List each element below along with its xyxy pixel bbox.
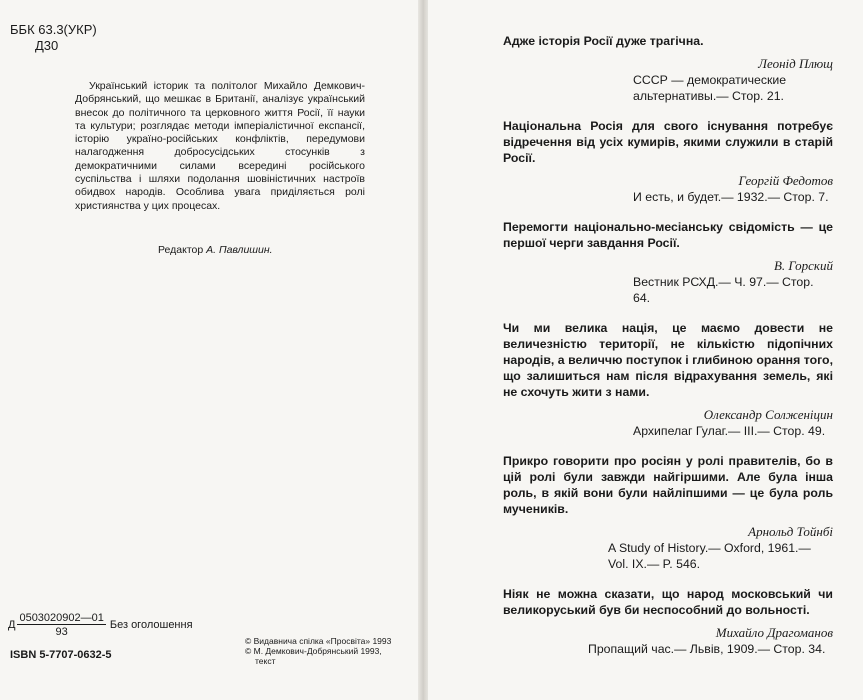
epigraph-source: Пропащий час.— Львів, 1909.— Стор. 34. xyxy=(588,642,826,656)
epigraph-author: В. Горский xyxy=(773,258,833,273)
copyright-author: © М. Демкович-Добрянський 1993, xyxy=(245,646,382,656)
copyright-text-note: текст xyxy=(255,656,276,666)
index-fraction xyxy=(17,612,105,638)
epigraph xyxy=(503,453,833,572)
epigraph xyxy=(503,118,833,205)
index-denominator: 93 xyxy=(55,626,68,638)
epigraph-author: Арнольд Тойнбі xyxy=(748,524,833,539)
editor-credit xyxy=(158,244,273,256)
editor-name: А. Павлишин. xyxy=(206,244,273,256)
epigraph-quote: Адже історія Росії дуже трагічна. xyxy=(503,34,704,48)
copyright-block xyxy=(245,636,391,666)
epigraph-quote: Національна Росія для свого існування потребує відречення від усіх кумирів, якими служили в старій Росії. xyxy=(503,119,833,165)
epigraph xyxy=(503,219,833,306)
epigraphs xyxy=(503,33,833,671)
epigraph-source: Вестник РСХД.— Ч. 97.— Стор. 64. xyxy=(633,275,814,305)
epigraph xyxy=(503,320,833,439)
epigraph-author: Георгій Федотов xyxy=(738,173,833,188)
epigraph-author: Олександр Солженіцин xyxy=(703,407,833,422)
editor-label: Редактор xyxy=(158,244,204,256)
book-annotation: Український історик та політолог Михайло Демкович-Добрянський, що мешкає в Британії, аналізує український внесок до політичного та церковного життя Росії, її науки та культури; розглядає методи імперіалістичної експансії, історію україно-російських конфліктів, передумови налагодження добросусідських стосунків з демократичними силами всередині російського суспільства і шляхи подолання шовіністичних настроїв обидвох народів. Особлива увага приділяється ролі християнства у цих процесах. xyxy=(75,80,365,212)
publication-index xyxy=(8,612,193,638)
isbn: ISBN 5-7707-0632-5 xyxy=(10,649,112,661)
epigraph-quote: Прикро говорити про росіян у ролі правителів, бо в цій ролі були завжди найгіршими. Але була інша роль, в якій вони були найліпшими — це була роль мучеників. xyxy=(503,454,833,516)
epigraph-source: СССР — демократические альтернативы.— Стор. 21. xyxy=(633,73,787,103)
epigraph-source: A Study of History.— Oxford, 1961.— Vol. IX.— P. 546. xyxy=(608,541,811,571)
left-page xyxy=(0,0,420,700)
epigraph xyxy=(503,33,833,104)
epigraph-source: И есть, и будет.— 1932.— Стор. 7. xyxy=(633,190,829,204)
epigraph-quote: Чи ми велика нація, це маємо довести не величезністю території, не кількістю підопічних народів, а величчю поступок і глибиною орання того, що залишиться нам після відрахування земель, які не схочуть жити з нами. xyxy=(503,321,833,399)
copyright-publisher: © Видавнича спілка «Просвіта» 1993 xyxy=(245,636,392,646)
epigraph-quote: Перемогти національно-месіанську свідомість — це першої черги завдання Росії. xyxy=(503,220,833,250)
index-letter: Д xyxy=(8,619,16,631)
index-numerator: 0503020902—01 xyxy=(19,612,104,624)
epigraph-quote: Ніяк не можна сказати, що народ московський чи великоруський був би неспособний до вольності. xyxy=(503,587,833,617)
epigraph-source: Архипелаг Гулаг.— III.— Стор. 49. xyxy=(633,424,826,438)
epigraph xyxy=(503,586,833,657)
author-mark: Д30 xyxy=(35,38,59,53)
index-note: Без оголошення xyxy=(109,619,193,631)
epigraph-author: Леонід Плющ xyxy=(758,56,833,71)
bbk-classification xyxy=(10,22,97,54)
epigraph-author: Михайло Драгоманов xyxy=(715,625,833,640)
bbk-code: ББК 63.3(УКР) xyxy=(10,22,97,37)
